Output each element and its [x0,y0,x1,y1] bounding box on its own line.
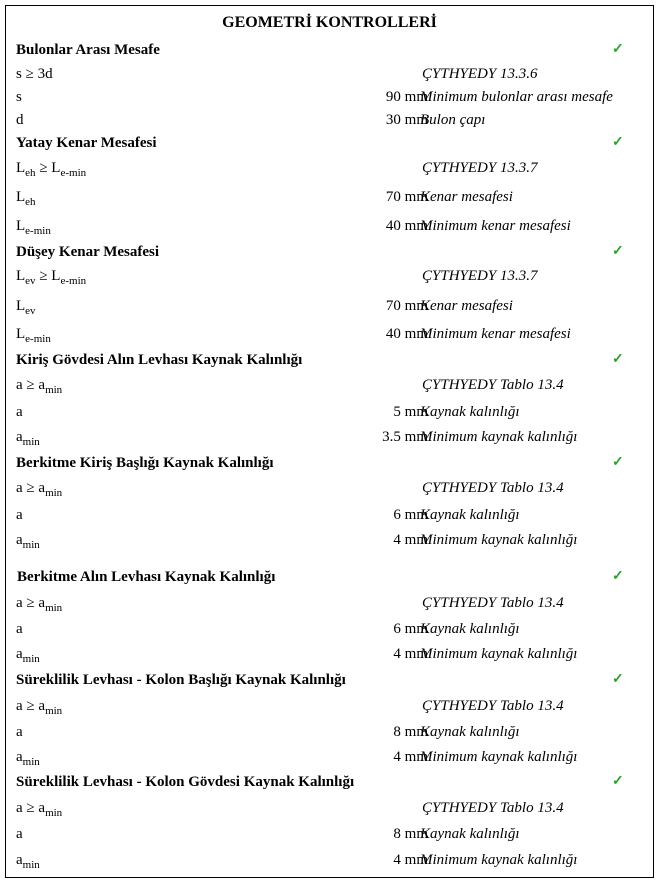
data-row [16,852,659,874]
condition-formula: $L_{eh} \ge L_{e-min}$ [16,160,87,179]
condition-row [16,66,659,88]
data-row [16,646,659,668]
code-reference: ÇYTHYEDY Tablo 13.4 [422,698,564,714]
section-heading: Süreklilik Levhası - Kolon Gövdesi Kaynak Kalınlığı [16,774,355,790]
condition-formula: $a \ge a_{min}$ [16,800,63,819]
code-reference: ÇYTHYEDY 13.3.6 [422,66,538,82]
value: 6 mm [393,621,428,637]
data-row [16,749,659,771]
section-heading: Yatay Kenar Mesafesi [16,135,157,151]
condition-row [16,698,659,720]
data-row [16,621,659,643]
check-icon: ✓ [612,352,624,367]
value: 90 mm [385,89,428,105]
variable-label: $a_{min}$ [16,852,40,871]
value: 30 mm [385,112,428,128]
variable-label: a [16,621,23,637]
value: 8 mm [393,826,428,842]
value: 3.5 mm [382,429,428,445]
value: 40 mm [385,326,428,342]
description: Minimum kenar mesafesi [420,218,571,234]
page-title: GEOMETRİ KONTROLLERİ [222,14,437,31]
data-row [16,89,659,111]
description: Bulon çapı [420,112,486,128]
data-row [16,404,659,426]
condition-row [16,377,659,399]
variable-label: a [16,507,23,523]
section-heading: Berkitme Kiriş Başlığı Kaynak Kalınlığı [16,455,274,471]
code-reference: ÇYTHYEDY Tablo 13.4 [422,377,564,393]
variable-label: $a_{min}$ [16,532,40,551]
condition-formula: s ≥ 3d [16,66,53,82]
description: Minimum kaynak kalınlığı [420,532,578,548]
check-icon: ✓ [612,455,624,470]
data-row [16,507,659,529]
condition-formula: $a \ge a_{min}$ [16,595,63,614]
check-icon: ✓ [612,42,624,57]
description: Kaynak kalınlığı [420,621,520,637]
variable-label: a [16,826,23,842]
variable-label: a [16,404,23,420]
variable-label: $a_{min}$ [16,646,40,665]
data-row [16,112,659,134]
value: 6 mm [393,507,428,523]
condition-row [16,595,659,617]
condition-row [16,160,659,182]
value: 4 mm [393,749,428,765]
description: Minimum kaynak kalınlığı [420,852,578,868]
code-reference: ÇYTHYEDY Tablo 13.4 [422,800,564,816]
data-row [16,724,659,746]
variable-label: $L_{e-min}$ [16,326,51,345]
description: Minimum kenar mesafesi [420,326,571,342]
section-heading: Bulonlar Arası Mesafe [16,42,160,58]
description: Kenar mesafesi [420,189,513,205]
description: Kaynak kalınlığı [420,507,520,523]
section-bolt-spacing [16,42,659,64]
description: Minimum kaynak kalınlığı [420,749,578,765]
variable-label: $a_{min}$ [16,429,40,448]
value: 4 mm [393,532,428,548]
data-row [16,189,659,211]
description: Kaynak kalınlığı [420,826,520,842]
section-horizontal-edge [16,135,659,157]
variable-label: $L_{ev}$ [16,298,36,317]
variable-label: d [16,112,24,128]
data-row [16,826,659,848]
condition-formula: $a \ge a_{min}$ [16,377,63,396]
section-web-endplate-weld [16,352,659,374]
section-continuity-flange-weld [16,672,659,694]
condition-formula: $a \ge a_{min}$ [16,698,63,717]
data-row [16,298,659,320]
description: Kaynak kalınlığı [420,724,520,740]
data-row [16,532,659,554]
section-continuity-web-weld [16,774,659,796]
section-heading: Süreklilik Levhası - Kolon Başlığı Kaynak Kalınlığı [16,672,346,688]
condition-formula: $a \ge a_{min}$ [16,480,63,499]
value: 4 mm [393,646,428,662]
variable-label: a [16,724,23,740]
section-stiffener-endplate-weld [16,569,659,591]
value: 5 mm [393,404,428,420]
section-stiffener-flange-weld [16,455,659,477]
value: 70 mm [385,189,428,205]
check-icon: ✓ [612,774,624,789]
section-heading: Düşey Kenar Mesafesi [16,244,160,260]
check-icon: ✓ [612,672,624,687]
data-row [16,326,659,348]
variable-label: $L_{eh}$ [16,189,36,208]
condition-formula: $L_{ev} \ge L_{e-min}$ [16,268,87,287]
description: Kaynak kalınlığı [420,404,520,420]
code-reference: ÇYTHYEDY Tablo 13.4 [422,595,564,611]
value: 40 mm [385,218,428,234]
condition-row [16,800,659,822]
section-heading: Berkitme Alın Levhası Kaynak Kalınlığı [17,569,276,585]
condition-row [16,268,659,290]
code-reference: ÇYTHYEDY 13.3.7 [422,268,538,284]
section-vertical-edge [16,244,659,266]
variable-label: $L_{e-min}$ [16,218,51,237]
value: 70 mm [385,298,428,314]
data-row [16,429,659,451]
data-row [16,218,659,240]
code-reference: ÇYTHYEDY 13.3.7 [422,160,538,176]
value: 4 mm [393,852,428,868]
check-icon: ✓ [612,569,624,584]
code-reference: ÇYTHYEDY Tablo 13.4 [422,480,564,496]
check-icon: ✓ [612,135,624,150]
description: Minimum bulonlar arası mesafe [420,89,613,105]
description: Kenar mesafesi [420,298,513,314]
check-icon: ✓ [612,244,624,259]
section-heading: Kiriş Gövdesi Alın Levhası Kaynak Kalınlığı [16,352,303,368]
description: Minimum kaynak kalınlığı [420,429,578,445]
variable-label: s [16,89,22,105]
condition-row [16,480,659,502]
variable-label: $a_{min}$ [16,749,40,768]
description: Minimum kaynak kalınlığı [420,646,578,662]
value: 8 mm [393,724,428,740]
